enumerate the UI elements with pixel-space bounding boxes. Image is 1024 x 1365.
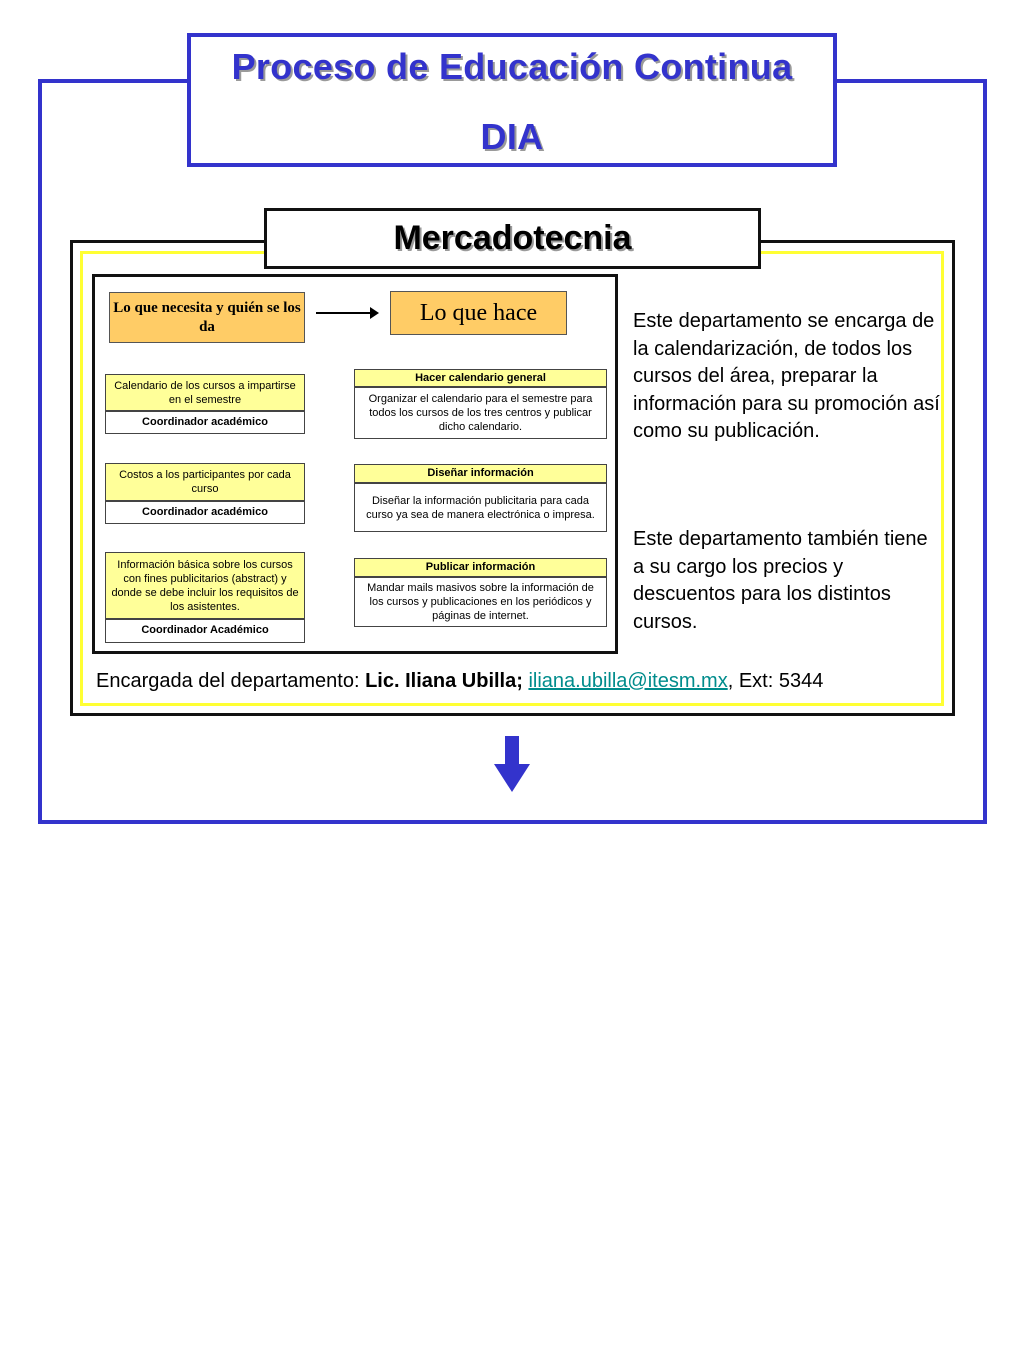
need-text: Calendario de los cursos a impartirse en el semestre [114,379,296,406]
need-item [105,374,305,411]
activity-title: Publicar información [354,558,607,577]
needs-header: Lo que necesita y quién se los da [109,292,305,343]
need-text: Costos a los participantes por cada curso [119,469,291,495]
contact-label: Encargada del departamento: [96,670,366,692]
page-subtitle: DIA [480,116,544,157]
activity-title: Diseñar información [354,464,607,483]
department-contact [96,670,946,693]
description-paragraph: Este departamento se encarga de la calendarización, de todos los cursos del área, preparar la información para su promoción así como su publicación. [633,310,940,442]
activity-body [354,387,607,439]
department-title: Mercadotecnia [393,219,632,257]
description-paragraph: Este departamento también tiene a su cargo los precios y descuentos para los distintos cursos. [633,528,928,633]
activity-text: Diseñar la información publicitaria para cada curso ya sea de manera electrónica o impresa. [366,494,595,521]
title-box [187,33,837,167]
down-arrow-icon [494,736,530,792]
right-arrow-head-icon [370,307,379,319]
need-item [105,552,305,619]
activity-body [354,577,607,627]
need-owner: Coordinador académico [105,411,305,434]
right-arrow-icon [316,312,372,314]
contact-name: Lic. Iliana Ubilla; [365,670,523,692]
activity-title: Hacer calendario general [354,369,607,387]
activity-text: Mandar mails masivos sobre la información de los cursos y publicaciones en los periódicos y páginas de internet. [367,582,594,622]
department-title-box [264,208,761,269]
contact-extension: , Ext: 5344 [727,670,824,692]
need-owner: Coordinador Académico [105,619,305,643]
need-item [105,463,305,501]
page-title: Proceso de Educación Continua [231,46,793,87]
activity-text: Organizar el calendario para el semestre para todos los cursos de los tres centros y publicar dicho calendario. [368,393,593,433]
contact-email-link[interactable]: iliana.ubilla@itesm.mx [528,670,728,692]
activity-body [354,483,607,532]
does-header: Lo que hace [390,291,567,335]
need-owner: Coordinador académico [105,501,305,524]
need-text: Información básica sobre los cursos con fines publicitarios (abstract) y donde se debe incluir los requisitos de los asistentes. [111,558,299,613]
